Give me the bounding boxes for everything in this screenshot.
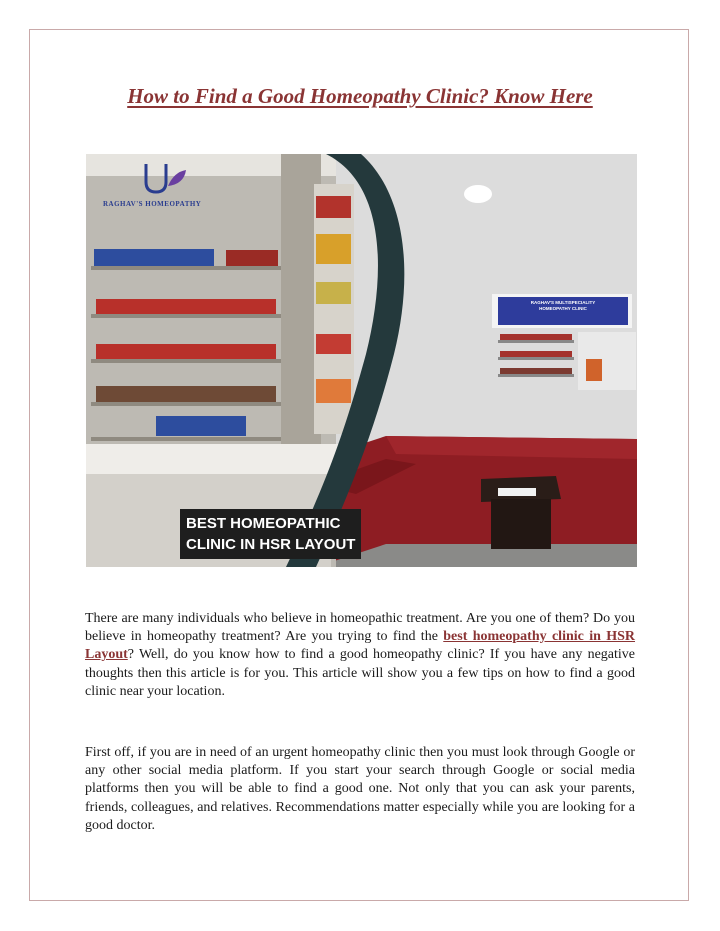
paragraph-intro-text-b: ? Well, do you know how to find a good homeopathy clinic? If you have any negative thoughts then this article is for you. This article will show you a few tips on how to find a good clinic near your location. bbox=[85, 647, 635, 699]
paragraph-intro-text-a: There are many individuals who believe in homeopathic treatment. Are you one of them? Do you believe in homeopathy treatment? Are you trying to find the bbox=[85, 611, 635, 645]
best-clinic-link[interactable]: best homeopathy clinic in HSR Layout bbox=[85, 629, 636, 663]
paragraph-first-off: First off, if you are in need of an urgent homeopathy clinic then you must look through Google or any other social media platform. If you start your search through Google or social media platforms then you will be able to find a good one. Not only that you can ask your parents, friends, colleagues, and relatives. Recommendations matter especially while you are looking for a good doctor. bbox=[85, 745, 635, 833]
sign-line-2: HOMEOPATHY CLINIC bbox=[539, 306, 587, 311]
banner-line-1: BEST HOMEOPATHIC bbox=[186, 515, 341, 532]
logo-wordmark: RAGHAV'S HOMEOPATHY bbox=[103, 200, 202, 208]
paragraph-intro bbox=[85, 610, 635, 701]
sign-line-1: RAGHAV'S MULTISPECIALITY bbox=[530, 300, 596, 305]
hero-image bbox=[86, 154, 637, 567]
banner-line-2: CLINIC IN HSR LAYOUT bbox=[186, 536, 356, 553]
hero-banner bbox=[180, 509, 361, 559]
clinic-photo bbox=[86, 154, 637, 567]
page-title: How to Find a Good Homeopathy Clinic? Know Here bbox=[127, 84, 593, 108]
clinic-sign bbox=[513, 300, 613, 312]
